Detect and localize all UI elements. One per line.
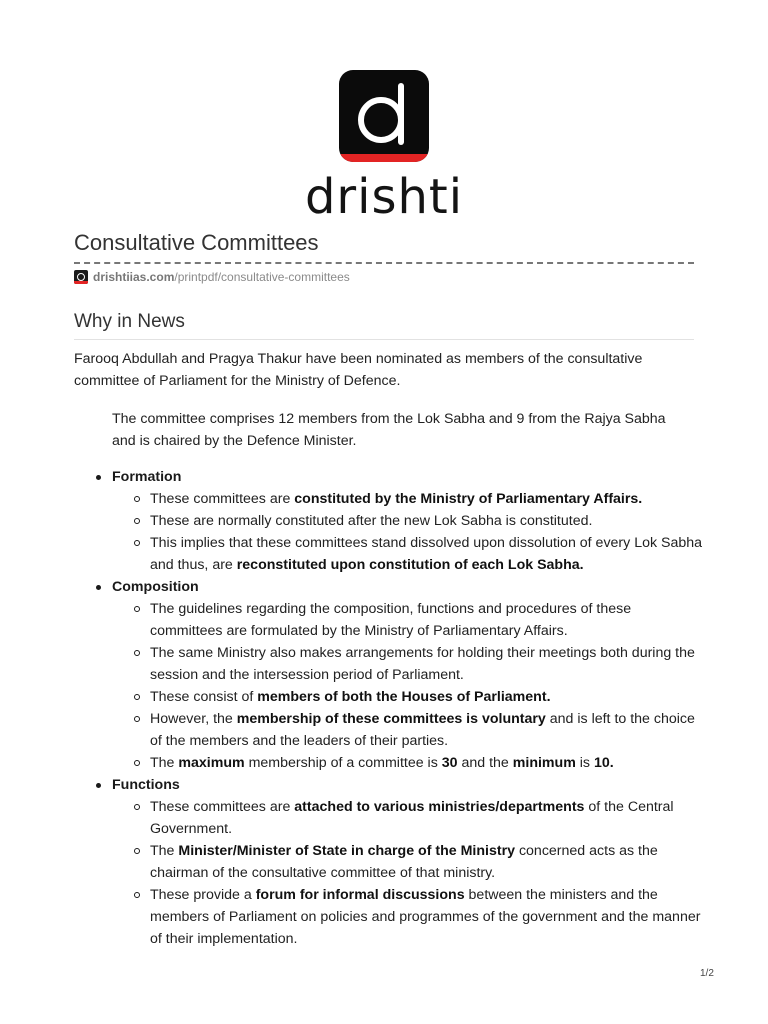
sub-bullet-icon bbox=[134, 606, 140, 612]
item-text: between the ministers and the members of Parliament on policies and programmes of the government and the manner of their implementation. bbox=[150, 887, 701, 947]
item-text: These consist of bbox=[150, 689, 258, 705]
section-heading-functions: Functions bbox=[112, 777, 180, 793]
list-item bbox=[112, 488, 704, 510]
item-text: These provide a bbox=[150, 887, 256, 903]
item-emphasis: forum for informal discussions bbox=[255, 887, 465, 903]
section-composition bbox=[74, 576, 704, 774]
sub-bullet-icon bbox=[134, 540, 140, 546]
item-text: These committees are bbox=[150, 799, 295, 815]
section-formation bbox=[74, 466, 704, 576]
sub-bullet-icon bbox=[134, 892, 140, 898]
sub-bullet-icon bbox=[134, 496, 140, 502]
list-item bbox=[112, 642, 704, 686]
item-emphasis: attached to various ministries/departments bbox=[294, 799, 585, 815]
item-text: of the Central Government. bbox=[150, 799, 674, 837]
list-item bbox=[112, 796, 704, 840]
list-item bbox=[112, 752, 704, 774]
item-emphasis: 10. bbox=[593, 755, 614, 771]
item-text: and the bbox=[457, 755, 513, 771]
bullet-icon bbox=[96, 475, 101, 480]
list-item bbox=[112, 532, 704, 576]
note-paragraph: The committee comprises 12 members from the Lok Sabha and 9 from the Rajya Sabha and is chaired by the Defence Minister. bbox=[112, 411, 666, 449]
item-text: The guidelines regarding the composition, functions and procedures of these committees are formulated by the Ministry of Parliamentary Affairs. bbox=[150, 601, 632, 639]
heading-rule bbox=[74, 339, 694, 340]
section-heading-composition: Composition bbox=[112, 579, 199, 595]
list-item bbox=[112, 840, 704, 884]
bullet-sections bbox=[74, 466, 704, 950]
item-emphasis: members of both the Houses of Parliament. bbox=[257, 689, 551, 705]
sub-bullet-icon bbox=[134, 760, 140, 766]
item-emphasis: constituted by the Ministry of Parliamentary Affairs. bbox=[294, 491, 643, 507]
section-heading: Why in News bbox=[74, 311, 185, 332]
intro-paragraph: Farooq Abdullah and Pragya Thakur have been nominated as members of the consultative committee of Parliament for the Ministry of Defence. bbox=[74, 351, 643, 389]
source-link[interactable] bbox=[74, 270, 350, 284]
drishti-logo bbox=[0, 70, 768, 225]
item-text: These are normally constituted after the new Lok Sabha is constituted. bbox=[150, 513, 593, 529]
item-text: membership of a committee is bbox=[244, 755, 442, 771]
sub-bullet-icon bbox=[134, 716, 140, 722]
item-emphasis: maximum bbox=[178, 755, 245, 771]
item-text: and is left to the choice of the members and the leaders of their parties. bbox=[150, 711, 695, 749]
bullet-icon bbox=[96, 585, 101, 590]
item-text: is bbox=[575, 755, 594, 771]
list-item bbox=[112, 708, 704, 752]
sub-bullet-icon bbox=[134, 694, 140, 700]
sub-bullet-icon bbox=[134, 804, 140, 810]
page-number: 1/2 bbox=[700, 968, 714, 979]
item-text: The bbox=[150, 755, 179, 771]
bullet-icon bbox=[96, 783, 101, 788]
section-heading-formation: Formation bbox=[112, 469, 182, 485]
item-emphasis: 30 bbox=[441, 755, 458, 771]
list-item bbox=[112, 598, 704, 642]
brand-wordmark: drishti bbox=[304, 169, 464, 225]
sub-bullet-icon bbox=[134, 518, 140, 524]
item-text: This implies that these committees stand dissolved upon dissolution of every Lok Sabha and thus, are bbox=[150, 535, 703, 573]
list-item bbox=[112, 510, 704, 532]
item-text: However, the bbox=[150, 711, 237, 727]
item-emphasis: reconstituted upon constitution of each Lok Sabha. bbox=[236, 557, 584, 573]
section-functions bbox=[74, 774, 704, 950]
item-emphasis: Minister/Minister of State in charge of the Ministry bbox=[178, 843, 515, 859]
title-divider bbox=[74, 262, 694, 264]
item-text: The bbox=[150, 843, 179, 859]
page-title: Consultative Committees bbox=[74, 230, 319, 255]
sub-bullet-icon bbox=[134, 848, 140, 854]
drishti-d-icon bbox=[339, 70, 429, 162]
list-item bbox=[112, 686, 704, 708]
item-emphasis: membership of these committees is voluntary bbox=[236, 711, 546, 727]
item-text: These committees are bbox=[150, 491, 295, 507]
sub-bullet-icon bbox=[134, 650, 140, 656]
item-emphasis: minimum bbox=[512, 755, 576, 771]
source-path[interactable]: /printpdf/consultative-committees bbox=[174, 270, 350, 284]
list-item bbox=[112, 884, 704, 950]
item-text: concerned acts as the chairman of the consultative committee of that ministry. bbox=[150, 843, 658, 881]
site-favicon-icon bbox=[74, 270, 88, 284]
item-text: The same Ministry also makes arrangements for holding their meetings both during the session and the intersession period of Parliament. bbox=[150, 645, 695, 683]
source-domain[interactable]: drishtiias.com bbox=[93, 270, 175, 284]
